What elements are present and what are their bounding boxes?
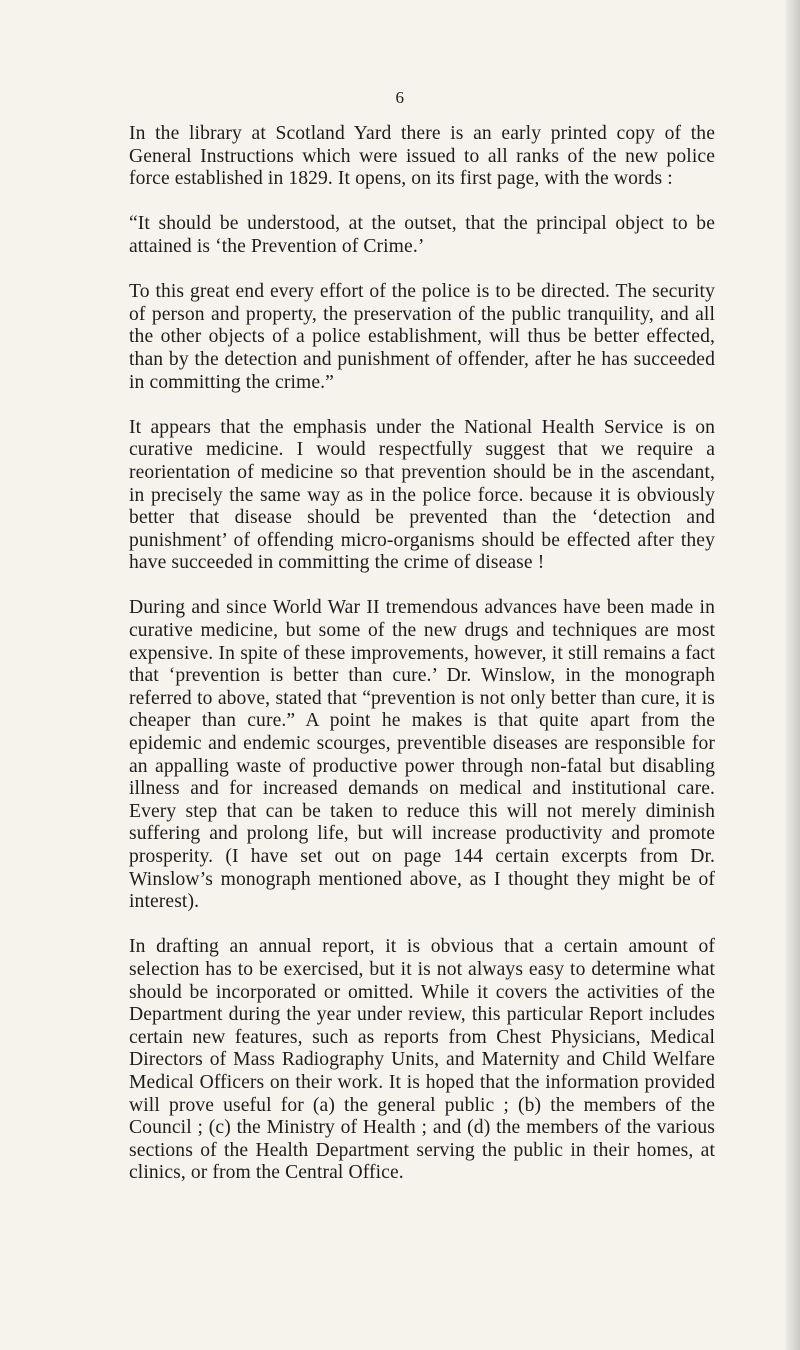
paragraph-quote-opening: “It should be understood, at the outset, that the principal object to be attained is ‘the Prevention of Crime.’ bbox=[129, 213, 715, 257]
paragraph-intro: In the library at Scotland Yard there is an early printed copy of the General Instructions which were issued to all ranks of the new police force established in 1829. It opens, on its first page, with the words : bbox=[129, 123, 715, 190]
page-edge-shadow bbox=[786, 0, 800, 1350]
paragraph-quote-continued: To this great end every effort of the police is to be directed. The security of person and property, the preservation of the public tranquility, and all the other objects of a police establishment, will thus be better effected, than by the detection and punishment of offender, after he has succeeded in committing the crime.” bbox=[129, 281, 715, 393]
paragraph-emphasis: It appears that the emphasis under the National Health Service is on curative medicine. I would respectfully suggest that we require a reorientation of medicine so that prevention should be in the ascendant, in precisely the same way as in the police force. because it is obviously better that disease should be prevented than the ‘detection and punishment’ of offending micro-organisms should be effected after they have succeeded in committing the crime of disease ! bbox=[129, 416, 715, 574]
paragraph-advances: During and since World War II tremendous advances have been made in curative medicine, but some of the new drugs and techniques are most expensive. In spite of these improvements, however, it still remains a fact that ‘prevention is better than cure.’ Dr. Winslow, in the monograph referred to above, stated that “prevention is not only better than cure, it is cheaper than cure.” A point he makes is that quite apart from the epidemic and endemic scourges, preventible diseases are responsible for an appalling waste of productive power through non-fatal but disabling illness and for increased demands on medical and institutional care. Every step that can be taken to reduce this will not merely diminish suffering and prolong life, but will increase productivity and promote prosperity. (I have set out on page 144 certain excerpts from Dr. Winslow’s monograph mentioned above, as I thought they might be of interest). bbox=[129, 597, 715, 913]
page-number: 6 bbox=[395, 88, 405, 107]
body-text bbox=[129, 123, 715, 1185]
paragraph-report: In drafting an annual report, it is obvious that a certain amount of selection has to be exercised, but it is not always easy to determine what should be incorporated or omitted. While it covers the activities of the Department during the year under review, this particular Report includes certain new features, such as reports from Chest Physicians, Medical Directors of Mass Radiography Units, and Maternity and Child Welfare Medical Officers on their work. It is hoped that the information provided will prove useful for (a) the general public ; (b) the members of the Council ; (c) the Ministry of Health ; and (d) the members of the various sections of the Health Department serving the public in their homes, at clinics, or from the Central Office. bbox=[129, 936, 715, 1184]
